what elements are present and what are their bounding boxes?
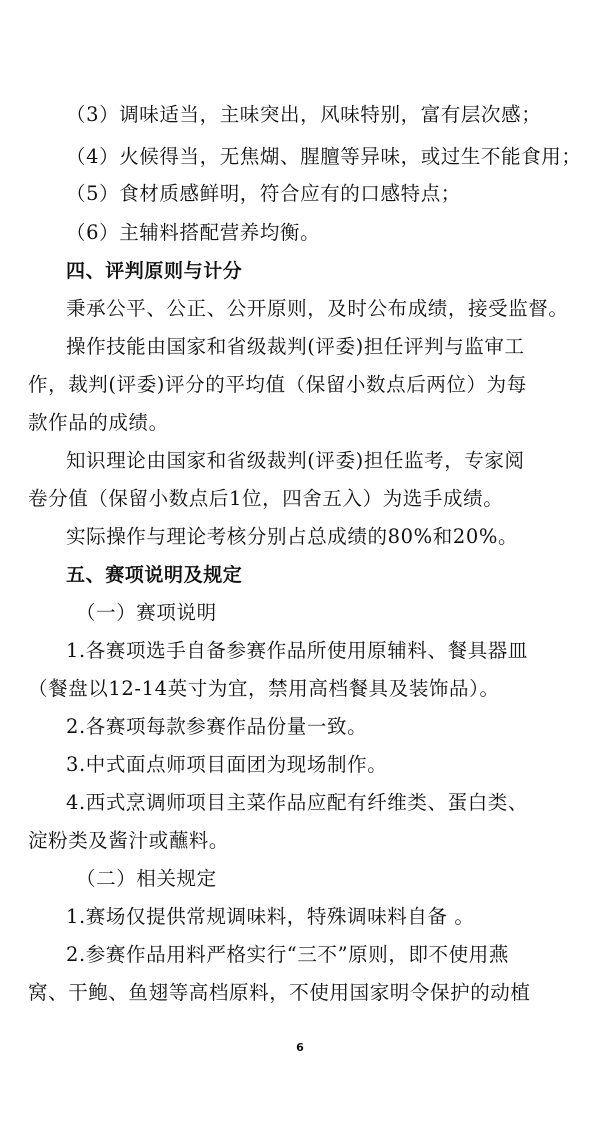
- paragraph-theory-line-1: 知识理论由国家和省级裁判(评委)担任监考，专家阅: [66, 449, 525, 472]
- page-number: 6: [296, 1041, 304, 1054]
- item-4-line-2: 淀粉类及酱汁或蘸料。: [28, 829, 230, 852]
- criterion-4: （4）火候得当，无焦煳、腥膻等异味，或过生不能食用；: [66, 145, 582, 168]
- paragraph-skills-line-3: 款作品的成绩。: [28, 411, 169, 434]
- criterion-5: （5）食材质感鲜明，符合应有的口感特点；: [66, 182, 461, 205]
- paragraph-weighting: 实际操作与理论考核分别占总成绩的80%和20%。: [66, 525, 519, 548]
- item-1-line-2: （餐盘以12-14英寸为宜，禁用高档餐具及装饰品）。: [28, 677, 500, 700]
- subsection-heading-1: （一）赛项说明: [76, 601, 217, 624]
- rule-1: 1.赛场仅提供常规调味料，特殊调味料自备 。: [66, 905, 475, 928]
- paragraph-theory-line-2: 卷分值（保留小数点后1位，四舍五入）为选手成绩。: [28, 487, 504, 510]
- item-2: 2.各赛项每款参赛作品份量一致。: [66, 715, 368, 738]
- subsection-heading-2: （二）相关规定: [76, 867, 217, 890]
- section-heading-5: 五、赛项说明及规定: [66, 564, 243, 586]
- paragraph-skills-line-1: 操作技能由国家和省级裁判(评委)担任评判与监审工: [66, 335, 525, 358]
- rule-2-line-1: 2.参赛作品用料严格实行“三不”原则，即不使用燕: [66, 943, 509, 966]
- item-3: 3.中式面点师项目面团为现场制作。: [66, 753, 388, 776]
- criterion-6: （6）主辅料搭配营养均衡。: [66, 221, 321, 244]
- paragraph-principles: 秉承公平、公正、公开原则，及时公布成绩，接受监督。: [66, 297, 569, 320]
- section-heading-4: 四、评判原则与计分: [66, 260, 243, 282]
- paragraph-skills-line-2: 作，裁判(评委)评分的平均值（保留小数点后两位）为每: [28, 373, 527, 396]
- item-1-line-1: 1.各赛项选手自备参赛作品所使用原辅料、餐具器皿: [66, 639, 529, 662]
- item-4-line-1: 4.西式烹调师项目主菜作品应配有纤维类、蛋白类、: [66, 791, 529, 814]
- criterion-3: （3）调味适当，主味突出，风味特别，富有层次感；: [66, 103, 542, 126]
- rule-2-line-2: 窝、干鲍、鱼翅等高档原料，不使用国家明令保护的动植: [28, 981, 531, 1004]
